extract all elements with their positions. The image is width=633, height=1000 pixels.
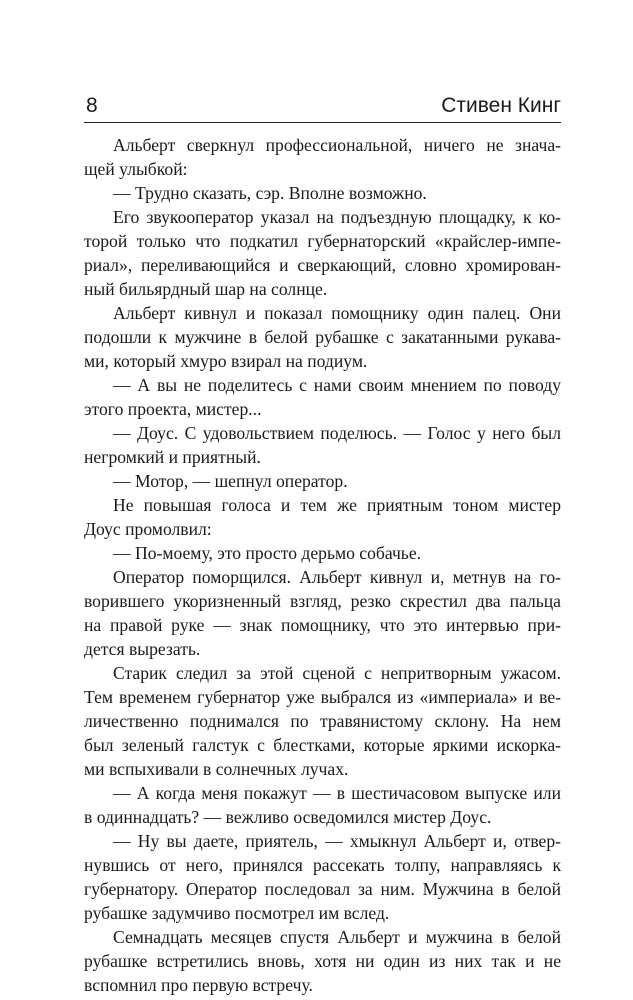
paragraph	[84, 133, 561, 181]
running-header	[84, 92, 561, 123]
text-line: Альберт сверкнул профессиональной, ничего не знача-	[113, 135, 561, 155]
text-line: губернатору. Оператор последовал за ним. Мужчина в белой	[84, 879, 561, 899]
text-line: негромкий и приятный.	[84, 447, 261, 467]
text-line: — Мотор, — шепнул оператор.	[113, 471, 348, 491]
text-line: рубашке встретились вновь, хотя ни один из них так и не	[84, 951, 561, 971]
paragraph	[84, 421, 561, 469]
text-line: ворившего укоризненный взгляд, резко скрестил два пальца	[84, 591, 561, 611]
text-line: рубашке задумчиво посмотрел им вслед.	[84, 903, 390, 923]
text-line: вспомнил про первую встречу.	[84, 975, 313, 995]
text-line: Оператор поморщился. Альберт кивнул и, метнув на го-	[113, 567, 561, 587]
text-line: — А вы не поделитесь с нами своим мнением по поводу	[113, 375, 561, 395]
running-head-author: Стивен Кинг	[441, 94, 561, 117]
text-line: этого проекта, мистер...	[84, 399, 262, 419]
paragraph	[84, 301, 561, 373]
paragraph	[84, 373, 561, 421]
paragraph	[84, 541, 561, 565]
text-line: был зеленый галстук с блестками, которые яркими искорка-	[84, 735, 561, 755]
text-line: Семнадцать месяцев спустя Альберт и мужчина в белой	[113, 927, 561, 947]
text-line: Доус промолвил:	[84, 519, 212, 539]
text-line: Альберт кивнул и показал помощнику один палец. Они	[113, 303, 561, 323]
text-line: риал», переливающийся и сверкающий, словно хромирован-	[84, 255, 561, 275]
paragraph	[84, 565, 561, 661]
text-line: Старик следил за этой сценой с непритворным ужасом.	[113, 663, 561, 683]
text-line: — А когда меня покажут — в шестичасовом выпуске или	[113, 783, 561, 803]
text-line: ми, который хмуро взирал на подиум.	[84, 351, 368, 371]
text-line: — По-моему, это просто дерьмо собачье.	[113, 543, 422, 563]
text-line: нувшись от него, принялся рассекать толпу, направляясь к	[84, 855, 561, 875]
text-line: Не повышая голоса и тем же приятным тоном мистер	[113, 495, 561, 515]
paragraph	[84, 493, 561, 541]
text-line: дется вырезать.	[84, 639, 201, 659]
text-line: Тем временем губернатор уже выбрался из «империала» и ве-	[84, 687, 561, 707]
book-page	[84, 92, 561, 995]
page-number: 8	[86, 94, 98, 117]
text-line: — Трудно сказать, сэр. Вполне возможно.	[113, 183, 427, 203]
text-line: — Ну вы даете, приятель, — хмыкнул Альберт и, отвер-	[113, 831, 561, 851]
text-line: личественно поднимался по травянистому склону. На нем	[84, 711, 561, 731]
paragraph	[84, 181, 561, 205]
text-line: ми вспыхивали в солнечных лучах.	[84, 759, 349, 779]
paragraph	[84, 661, 561, 781]
paragraph	[84, 781, 561, 829]
text-line: торой только что подкатил губернаторский «крайслер-импе-	[84, 231, 561, 251]
text-line: щей улыбкой:	[84, 159, 188, 179]
text-line: Его звукооператор указал на подъездную площадку, к ко-	[113, 207, 561, 227]
text-line: в одиннадцать? — вежливо осведомился мистер Доус.	[84, 807, 492, 827]
text-line: подошли к мужчине в белой рубашке с закатанными рукава-	[84, 327, 561, 347]
body-text	[84, 133, 561, 997]
paragraph	[84, 469, 561, 493]
paragraph	[84, 829, 561, 925]
paragraph	[84, 925, 561, 997]
text-line: ный бильярдный шар на солнце.	[84, 279, 328, 299]
text-line: — Доус. С удовольствием поделюсь. — Голос у него был	[113, 423, 561, 443]
text-line: на правой руке — знак помощнику, что это интервью при-	[84, 615, 561, 635]
paragraph	[84, 205, 561, 301]
